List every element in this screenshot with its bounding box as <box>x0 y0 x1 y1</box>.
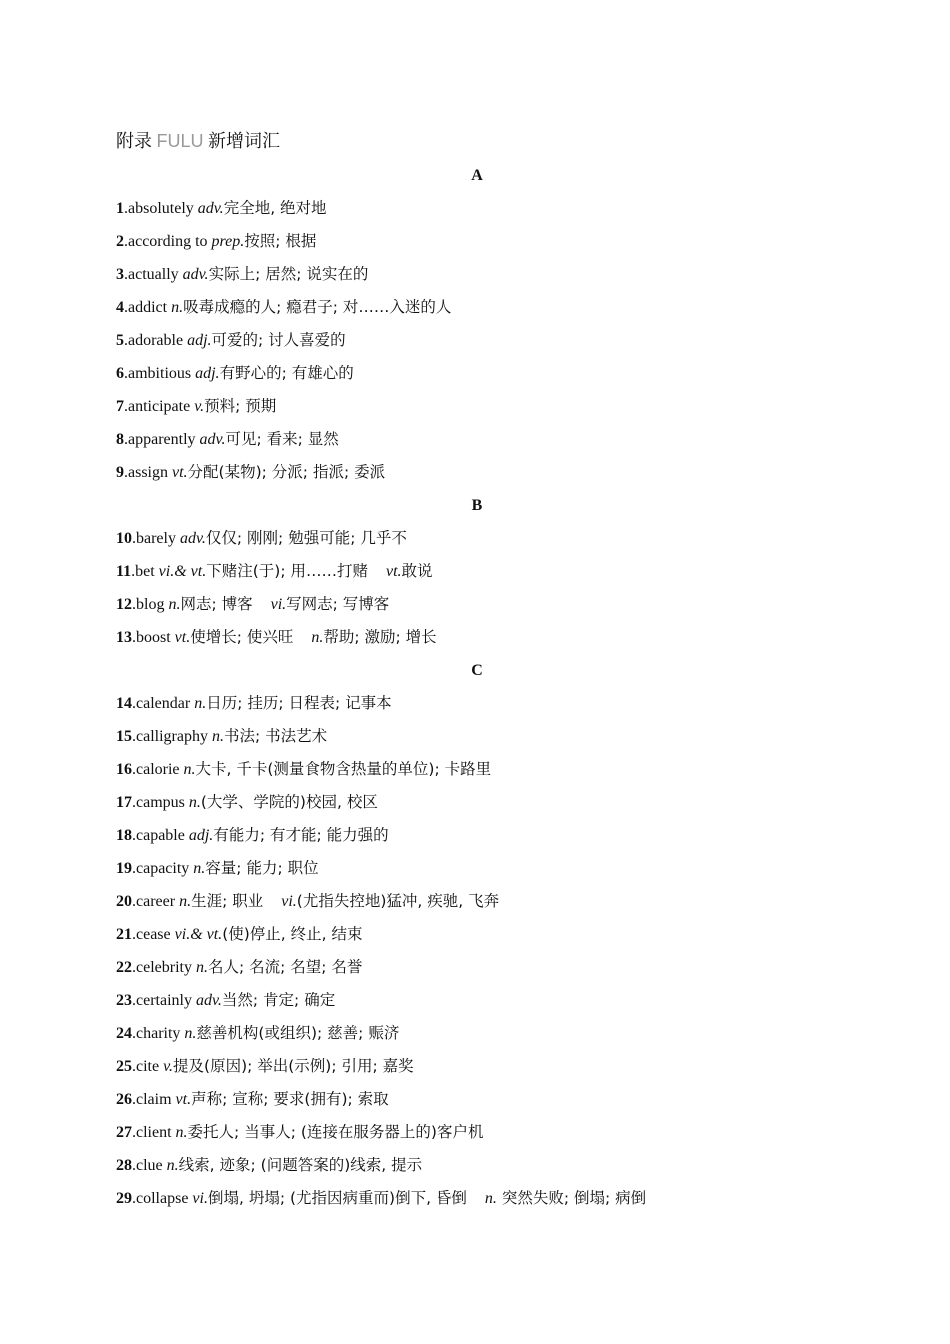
vocab-entry: 9.assign vt.分配(某物); 分派; 指派; 委派 <box>116 463 386 481</box>
part-of-speech: n. <box>171 299 184 316</box>
vocab-entry: 5.adorable adj.可爱的; 讨人喜爱的 <box>116 331 346 349</box>
entry-word: adorable <box>128 332 184 349</box>
entry-word: client <box>136 1124 172 1141</box>
entry-number: 8 <box>116 431 124 448</box>
definition: 可爱的; 讨人喜爱的 <box>211 331 346 349</box>
entry-number: 11 <box>116 563 132 580</box>
vocab-entry: 21.cease vi.& vt.(使)停止, 终止, 结束 <box>116 925 363 943</box>
definition: 网志; 博客 <box>180 595 253 613</box>
entry-number: 13 <box>116 629 132 646</box>
definition: 线索, 迹象; (问题答案的)线索, 提示 <box>178 1156 423 1174</box>
title-suffix: 新增词汇 <box>208 131 281 152</box>
part-of-speech: v. <box>194 398 205 415</box>
entry-word: according to <box>128 233 208 250</box>
part-of-speech: vt. <box>174 629 191 646</box>
definition: 下赌注(于); 用……打赌 <box>206 562 368 580</box>
definition: 慈善机构(或组织); 慈善; 赈济 <box>196 1024 400 1042</box>
definition: 书法; 书法艺术 <box>223 727 328 745</box>
vocab-entry: 17.campus n.(大学、学院的)校园, 校区 <box>116 793 378 811</box>
part-of-speech: vi. <box>192 1190 208 1207</box>
part-of-speech: adv. <box>195 992 222 1009</box>
vocab-entry: 18.capable adj.有能力; 有才能; 能力强的 <box>116 826 389 844</box>
section-header-c: C <box>471 662 483 679</box>
vocab-entry: 12.blog n.网志; 博客 vi.写网志; 写博客 <box>116 595 390 613</box>
part-of-speech: vt. <box>172 464 188 481</box>
entry-number: 18 <box>116 827 132 844</box>
part-of-speech: n. <box>175 1124 188 1141</box>
definition: 预料; 预期 <box>204 397 277 415</box>
definition: (使)停止, 终止, 结束 <box>222 925 363 943</box>
section-header-a: A <box>471 167 483 184</box>
part-of-speech: n. <box>193 860 206 877</box>
part-of-speech: adv. <box>179 530 206 547</box>
part-of-speech: n. <box>194 695 207 712</box>
entry-number: 19 <box>116 860 132 877</box>
vocab-entry: 24.charity n.慈善机构(或组织); 慈善; 赈济 <box>116 1024 400 1042</box>
part-of-speech: vt. <box>175 1091 192 1108</box>
part-of-speech: adj. <box>187 332 212 349</box>
definition: 帮助; 激励; 增长 <box>323 628 437 646</box>
title-prefix: 附录 <box>116 131 152 152</box>
entry-number: 15 <box>116 728 132 745</box>
vocab-entry: 13.boost vt.使增长; 使兴旺 n.帮助; 激励; 增长 <box>116 628 437 646</box>
definition: 按照; 根据 <box>244 232 317 250</box>
part-of-speech: n. <box>188 794 201 811</box>
entry-word: actually <box>128 266 179 283</box>
entry-word: absolutely <box>128 200 194 217</box>
entry-number: 27 <box>116 1124 132 1141</box>
entry-number: 10 <box>116 530 132 547</box>
vocab-entry: 22.celebrity n.名人; 名流; 名望; 名誉 <box>116 958 363 976</box>
word-list <box>116 159 836 1215</box>
vocab-entry: 23.certainly adv.当然; 肯定; 确定 <box>116 991 336 1009</box>
entry-number: 14 <box>116 695 132 712</box>
entry-number: 5 <box>116 332 124 349</box>
part-of-speech: n. <box>184 1025 197 1042</box>
entry-number: 23 <box>116 992 132 1009</box>
definition: 敢说 <box>401 562 433 580</box>
entry-number: 6 <box>116 365 124 382</box>
entry-number: 28 <box>116 1157 132 1174</box>
entry-word: calendar <box>136 695 191 712</box>
part-of-speech: vi. <box>281 893 297 910</box>
entry-number: 2 <box>116 233 124 250</box>
vocab-entry: 26.claim vt.声称; 宣称; 要求(拥有); 索取 <box>116 1090 389 1108</box>
definition: 大卡, 千卡(测量食物含热量的单位); 卡路里 <box>195 760 492 778</box>
entry-word: blog <box>136 596 165 613</box>
section-header-b: B <box>471 497 483 514</box>
entry-word: boost <box>136 629 171 646</box>
entry-word: apparently <box>128 431 196 448</box>
entry-word: claim <box>136 1091 172 1108</box>
vocab-entry: 20.career n.生涯; 职业 vi.(尤指失控地)猛冲, 疾驰, 飞奔 <box>116 892 500 910</box>
entry-number: 16 <box>116 761 132 778</box>
vocab-entry: 4.addict n.吸毒成瘾的人; 瘾君子; 对……入迷的人 <box>116 298 452 316</box>
entry-number: 26 <box>116 1091 132 1108</box>
part-of-speech: n. <box>195 959 208 976</box>
page-title <box>116 126 836 156</box>
vocab-entry: 16.calorie n.大卡, 千卡(测量食物含热量的单位); 卡路里 <box>116 760 492 778</box>
definition: 容量; 能力; 职位 <box>205 859 319 877</box>
entry-word: certainly <box>136 992 192 1009</box>
entry-word: collapse <box>136 1190 189 1207</box>
entry-number: 9 <box>116 464 124 481</box>
vocab-entry: 7.anticipate v.预料; 预期 <box>116 397 277 415</box>
entry-number: 4 <box>116 299 124 316</box>
entry-word: capable <box>136 827 185 844</box>
part-of-speech: adj. <box>188 827 214 844</box>
part-of-speech: vt. <box>385 563 402 580</box>
part-of-speech: v. <box>163 1058 174 1075</box>
definition: 有野心的; 有雄心的 <box>219 364 354 382</box>
entry-word: calorie <box>136 761 180 778</box>
vocab-entry: 3.actually adv.实际上; 居然; 说实在的 <box>116 265 369 283</box>
definition: 突然失败; 倒塌; 病倒 <box>496 1189 647 1207</box>
entry-number: 7 <box>116 398 124 415</box>
entry-word: bet <box>135 563 155 580</box>
entry-word: cease <box>136 926 171 943</box>
part-of-speech: adj. <box>195 365 220 382</box>
vocab-entry: 29.collapse vi.倒塌, 坍塌; (尤指因病重而)倒下, 昏倒 n. 突然失败; 倒塌; 病倒 <box>116 1189 647 1207</box>
vocab-entry: 2.according to prep.按照; 根据 <box>116 232 317 250</box>
definition: 实际上; 居然; 说实在的 <box>208 265 369 283</box>
part-of-speech: adv. <box>199 431 226 448</box>
vocab-entry: 25.cite v.提及(原因); 举出(示例); 引用; 嘉奖 <box>116 1057 414 1075</box>
part-of-speech: n. <box>311 629 324 646</box>
definition: 有能力; 有才能; 能力强的 <box>213 826 389 844</box>
vocab-entry: 10.barely adv.仅仅; 刚刚; 勉强可能; 几乎不 <box>116 529 407 547</box>
part-of-speech: adv. <box>197 200 224 217</box>
part-of-speech: adv. <box>182 266 209 283</box>
part-of-speech: n. <box>166 1157 179 1174</box>
definition: 仅仅; 刚刚; 勉强可能; 几乎不 <box>205 529 407 547</box>
entry-word: capacity <box>136 860 190 877</box>
vocab-entry: 19.capacity n.容量; 能力; 职位 <box>116 859 319 877</box>
definition: 声称; 宣称; 要求(拥有); 索取 <box>191 1090 389 1108</box>
definition: 完全地, 绝对地 <box>223 199 327 217</box>
definition: 提及(原因); 举出(示例); 引用; 嘉奖 <box>173 1057 414 1075</box>
definition: (大学、学院的)校园, 校区 <box>200 793 378 811</box>
entry-word: addict <box>128 299 168 316</box>
entry-word: ambitious <box>128 365 192 382</box>
entry-number: 17 <box>116 794 132 811</box>
definition: 当然; 肯定; 确定 <box>221 991 336 1009</box>
definition: 倒塌, 坍塌; (尤指因病重而)倒下, 昏倒 <box>207 1189 467 1207</box>
definition: 吸毒成瘾的人; 瘾君子; 对……入迷的人 <box>183 298 452 316</box>
entry-word: celebrity <box>136 959 192 976</box>
entry-word: calligraphy <box>136 728 208 745</box>
title-fulu: FULU <box>156 131 204 151</box>
definition: 委托人; 当事人; (连接在服务器上的)客户机 <box>187 1123 484 1141</box>
vocab-entry: 1.absolutely adv.完全地, 绝对地 <box>116 199 327 217</box>
vocab-entry: 14.calendar n.日历; 挂历; 日程表; 记事本 <box>116 694 392 712</box>
vocab-entry: 11.bet vi.& vt.下赌注(于); 用……打赌 vt.敢说 <box>116 562 433 580</box>
entry-number: 1 <box>116 200 124 217</box>
entry-number: 20 <box>116 893 132 910</box>
entry-word: anticipate <box>128 398 191 415</box>
entry-word: assign <box>128 464 168 481</box>
definition: 分配(某物); 分派; 指派; 委派 <box>187 463 386 481</box>
part-of-speech: vi.& vt. <box>174 926 223 943</box>
entry-word: clue <box>136 1157 163 1174</box>
part-of-speech: vi.& vt. <box>158 563 207 580</box>
entry-number: 29 <box>116 1190 132 1207</box>
entry-number: 3 <box>116 266 124 283</box>
vocab-entry: 27.client n.委托人; 当事人; (连接在服务器上的)客户机 <box>116 1123 484 1141</box>
part-of-speech: n. <box>183 761 196 778</box>
definition: 日历; 挂历; 日程表; 记事本 <box>206 694 392 712</box>
vocabulary-page <box>116 126 836 1215</box>
definition: (尤指失控地)猛冲, 疾驰, 飞奔 <box>296 892 500 910</box>
vocab-entry: 15.calligraphy n.书法; 书法艺术 <box>116 727 328 745</box>
part-of-speech: n. <box>484 1190 497 1207</box>
definition: 名人; 名流; 名望; 名誉 <box>207 958 363 976</box>
vocab-entry: 28.clue n.线索, 迹象; (问题答案的)线索, 提示 <box>116 1156 423 1174</box>
part-of-speech: vi. <box>270 596 287 613</box>
entry-number: 25 <box>116 1058 132 1075</box>
entry-word: campus <box>136 794 185 811</box>
part-of-speech: n. <box>211 728 224 745</box>
entry-word: cite <box>136 1058 160 1075</box>
entry-word: barely <box>136 530 176 547</box>
definition: 可见; 看来; 显然 <box>225 430 339 448</box>
definition: 生涯; 职业 <box>191 892 264 910</box>
part-of-speech: prep. <box>211 233 245 250</box>
part-of-speech: n. <box>179 893 192 910</box>
entry-number: 22 <box>116 959 132 976</box>
definition: 写网志; 写博客 <box>286 595 390 613</box>
vocab-entry: 6.ambitious adj.有野心的; 有雄心的 <box>116 364 354 382</box>
entry-word: career <box>136 893 176 910</box>
part-of-speech: n. <box>168 596 181 613</box>
entry-number: 24 <box>116 1025 132 1042</box>
entry-number: 12 <box>116 596 132 613</box>
entry-word: charity <box>136 1025 181 1042</box>
definition: 使增长; 使兴旺 <box>190 628 294 646</box>
entry-number: 21 <box>116 926 132 943</box>
vocab-entry: 8.apparently adv.可见; 看来; 显然 <box>116 430 339 448</box>
